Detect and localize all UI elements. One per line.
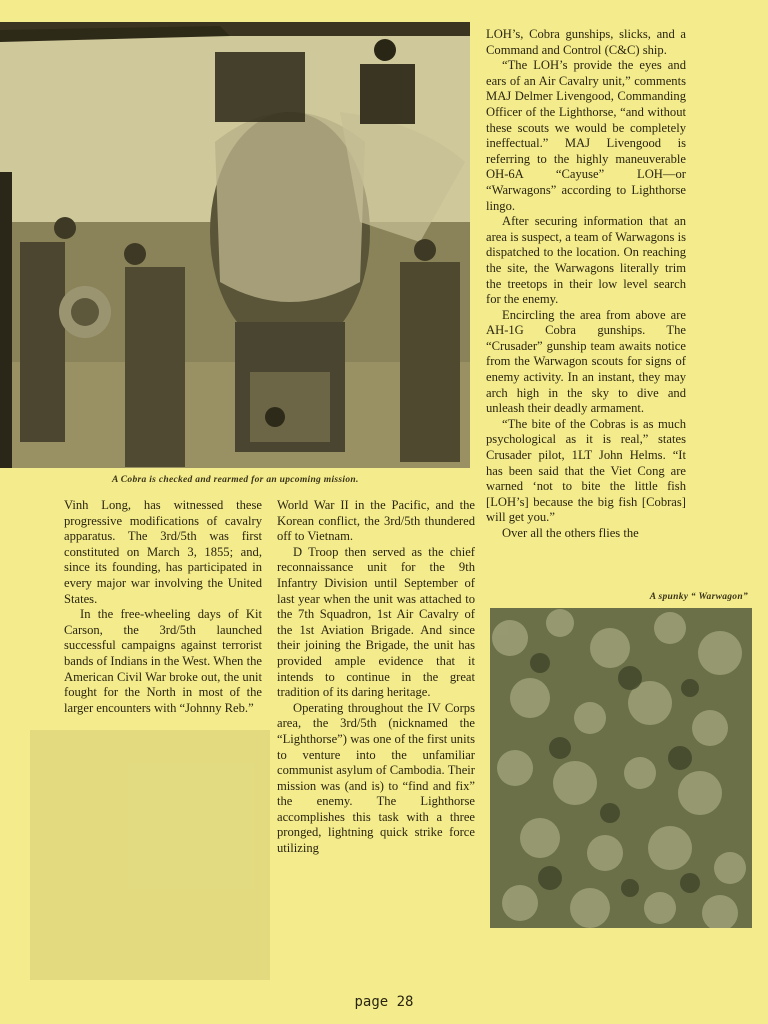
cobra-photo <box>0 22 470 468</box>
warwagon-photo-caption: A spunky “ Warwagon” <box>649 592 748 602</box>
col2-paragraph-2: D Troop then served as the chief reconnaissance unit for the 9th Infantry Division until September of last year when the unit was attached to the 7th Squadron, 1st Air Cavalry of the 1st Aviation Brigade. And since their joining the Brigade, the unit has provided ample evidence that it intends to continue in the great tradition of its daring heritage. <box>277 544 475 700</box>
col3-paragraph-5: “The bite of the Cobras is as much psychological as it is real,” states Crusader pilot, 1LT John Helms. “It has been said that the Viet Cong are warned ‘not to bite the little fish [LOH’s] because the big fish [Cobras] will get you.” <box>486 416 686 525</box>
col2-paragraph-1: World War II in the Pacific, and the Korean conflict, the 3rd/5th thundered off to Vietnam. <box>277 498 475 544</box>
col3-paragraph-2: “The LOH’s provide the eyes and ears of an Air Cavalry unit,” comments MAJ Delmer Livengood, Commanding Officer of the Lighthorse, “and without these scouts we would be completely ineffectual.” MAJ Livengood is referring to the highly maneuverable OH-6A “Cayuse” LOH—or “Warwagons” according to Lighthorse lingo. <box>486 58 686 213</box>
col3-paragraph-4: Encircling the area from above are AH-1G Cobra gunships. The “Crusader” gunship team awaits notice from the Warwagon scouts for signs of enemy activity. In an instant, they may arch high in the sky to dive and unleash their deadly armament. <box>486 307 686 416</box>
col2-paragraph-3: Operating throughout the IV Corps area, the 3rd/5th (nicknamed the “Lighthorse”) was one of the first units to venture into the unfamiliar communist asylum of Cambodia. Their mission was (and is) to “find and fix” the enemy. The Lighthorse accomplishes this task with a three pronged, lightning quick strike force utilizing <box>277 700 475 856</box>
warwagon-photo <box>490 608 752 928</box>
warwagon-photo-graphic <box>490 608 752 928</box>
bleed-through-area <box>30 730 270 980</box>
col1-paragraph-2: In the free-wheeling days of Kit Carson, the 3rd/5th launched successful campaigns against terrorist bands of Indians in the West. When the American Civil War broke out, the unit fought for the North in most of the larger encounters with “Johnny Reb.” <box>64 607 262 715</box>
page-number: page 28 <box>354 994 414 1010</box>
cobra-photo-graphic <box>0 22 470 468</box>
col3-paragraph-6: Over all the others flies the <box>502 526 639 540</box>
article-column-3 <box>486 27 686 542</box>
article-column-1 <box>64 498 262 716</box>
col3-paragraph-1: LOH’s, Cobra gunships, slicks, and a Command and Control (C&C) ship. <box>486 27 686 57</box>
col3-paragraph-3: After securing information that an area is suspect, a team of Warwagons is dispatched to the location. On reaching the site, the Warwagons literally trim the treetops in their low level search for the enemy. <box>486 214 686 307</box>
cobra-photo-caption: A Cobra is checked and rearmed for an upcoming mission. <box>112 475 359 485</box>
col1-paragraph-1: Vinh Long, has witnessed these progressive modifications of cavalry apparatus. The 3rd/5th was first constituted on March 3, 1855; and, since its founding, has participated in every major war involving the United States. <box>64 498 262 606</box>
article-column-2 <box>277 498 475 857</box>
